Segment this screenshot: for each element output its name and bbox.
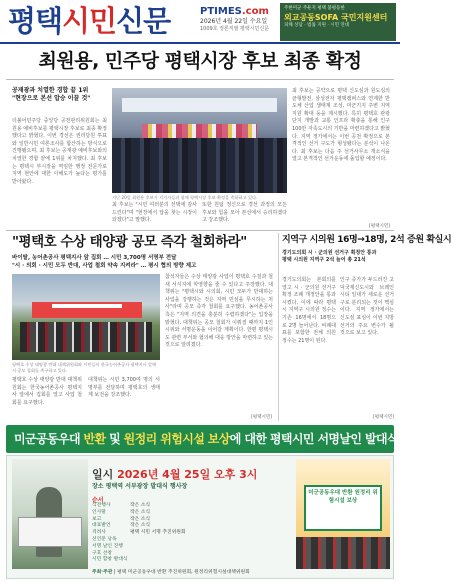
article1-subhead-2: "현장으로 본선 압승 이끌 것" bbox=[12, 95, 91, 102]
program-item: 대표발언 작은 소식 bbox=[92, 523, 151, 529]
event-ad-title: 미군공동우대 반환 및 원정리 위험시설 보상에 대한 평택시민 서명날인 발대식 bbox=[14, 432, 398, 446]
program-item: 격려사 평택 시민 서명 추진위원회 bbox=[92, 530, 186, 536]
photo-crowd bbox=[296, 537, 390, 569]
photo-backdrop bbox=[122, 98, 277, 112]
article3-byline: [평택시민] bbox=[373, 415, 394, 420]
article2-subhead-1: 바이탈, 농어촌공사 평택지사 앞 집회 … 시민 3,700명 서명부 전달 bbox=[12, 255, 177, 261]
top-advertisement[interactable] bbox=[280, 3, 396, 41]
article1-byline: [평택시민] bbox=[369, 224, 390, 229]
article1-subhead-1: 공재광과 치열한 경합 끝 1위 bbox=[12, 87, 89, 94]
event-program-title: 순서 bbox=[92, 497, 104, 504]
article1-photo-caption: 지난 20일 최원용 후보가 지지자들과 함께 평택시장 후보 확정을 축하하고 있다. bbox=[112, 195, 258, 200]
event-ad-banner[interactable] bbox=[6, 425, 398, 453]
article3-headline[interactable]: 지역구 시의원 16명→18명, 2석 증원 확실시 bbox=[282, 235, 451, 245]
program-item: 서명 날인 진행 bbox=[92, 543, 123, 549]
issue-number: 1009호 정론직필 평택시민신문 bbox=[200, 26, 270, 32]
event-date: 일시 2026년 4월 25일 오후 3시 bbox=[92, 468, 258, 481]
article2-column-2: 대책위는 시민 3,700여 명의 서명부를 전달하며 평택호의 생태계 보전을 강조했다. bbox=[88, 377, 160, 399]
top-ad-line-1: 주한미군 주둔지 평택 불평등한 bbox=[284, 6, 345, 11]
program-item: 구호 선창 bbox=[92, 550, 113, 556]
divider bbox=[6, 79, 394, 80]
photo-picket-sign bbox=[18, 517, 82, 547]
newspaper-logo[interactable] bbox=[8, 4, 198, 38]
logo-part-3: 신문 bbox=[116, 4, 171, 38]
article3-column-1: 경기도의회는 본회의를 열고 시 · 군의원 선거구 획정 조례 개정안을 통과시켰다. 이에 따라 평택시 지역구 시의원 정수는 기존 16명에서 18명으로 2명 늘어난다. 비례대표를 포함한 전체 의원 정수는 21명이 된다. bbox=[282, 277, 336, 344]
program-item: 보고 작은 소식 bbox=[92, 516, 151, 522]
article1-column-1: 더불어민주당 중앙당 공천관리위원회는 최원용 예비후보를 평택시장 후보로 최종 확정했다고 밝혔다. 이번 경선은 권리당원 투표와 일반시민 여론조사를 합산하는 방식으로 진행됐으며, 최 후보는 공재광 예비후보와의 치열한 경합 끝에 1위를 차지했다. 최 후보는 평택시 부시장을 역임한 행정 전문가로 지역 현안에 대한 이해도가 높다는 평가를 받아왔다. bbox=[12, 118, 107, 185]
top-ad-line-3: 피해 상담 · 법률 지원 · 시민 연대 bbox=[284, 23, 350, 28]
event-place: 장소 평택역 서부광장 발대식 행사장 bbox=[92, 483, 188, 490]
article2-column-1: 평택호 수상 태양광 반대 대책위원회는 한국농어촌공사 평택지사 앞에서 집회를 열고 사업 철회를 요구했다. bbox=[12, 377, 82, 406]
brand-name[interactable]: PTIMES.com bbox=[200, 6, 269, 17]
divider bbox=[6, 230, 394, 231]
article2-byline: [평택시민] bbox=[251, 415, 272, 420]
article3-subhead-1: 경기도의회 시 · 군의원 선거구 획정안 통과 bbox=[282, 250, 377, 256]
article3-subhead-2: 평택 시의원 지역구 2석 늘어 총 21석 bbox=[282, 257, 366, 264]
top-ad-line-2: 외교공동SOFA 국민지원센터 bbox=[284, 13, 388, 22]
article1-column-3: 또한 원팀 정신으로 경선 과정의 모든 후보와 힘을 모아 본선에서 승리하겠다고 강조했다. bbox=[202, 202, 287, 224]
article3-column-2: 인구 증가가 두드러진 고덕국제신도시와 브레인시티 일대가 새로운 선거구로 분리되는 것이 핵심이다. 지역 정가에서는 신도심 표심이 이번 지방선거의 주요 변수가 될 것으로 보고 있다. bbox=[340, 277, 394, 337]
article1-column-4: 최 후보는 공약으로 평택 신도심과 원도심의 균형발전, 삼성전자 평택캠퍼스와 연계한 반도체 산업 생태계 조성, 미군기지 주변 지역 지원 확대 등을 제시했다. 특히 평택호 관광단지 개발과 교통 인프라 확충을 통해 인구 100만 자족도시의 기반을 마련하겠다고 밝혔다. 지역 정가에서는 이번 공천 확정으로 본격적인 선거 구도가 형성됐다는 분석이 나온다. 최 후보는 다음 주 선거사무소 개소식을 열고 본격적인 선거운동에 돌입할 예정이다. bbox=[292, 88, 391, 163]
photo-signboard-text: 미군공동우대 반환 원정리 위험시설 보상 bbox=[308, 490, 378, 504]
issue-date: 2026년 4월 22일 수요일 bbox=[200, 18, 268, 25]
article2-column-3: 참석자들은 수상 태양광 사업이 평택호 수질과 철새 서식지에 악영향을 줄 수 있다고 주장했다. 대책위는 "평택시와 시의회, 시민 모두가 반대하는 사업을 강행하는 것은 지역 민심을 무시하는 처사"라며 공모 즉각 철회를 요구했다. 농어촌공사 측은 "지역 의견을 충분히 수렴하겠다"는 입장을 밝혔다. 대책위는 공모 철회가 이뤄질 때까지 1인 시위와 서명운동을 이어갈 계획이다. 한편 평택시도 관련 부서와 협의해 대응 방안을 마련하고 있는 것으로 알려졌다. bbox=[165, 274, 273, 349]
masthead bbox=[0, 0, 400, 44]
program-item: 선언문 낭독 bbox=[92, 536, 117, 542]
article2-subhead-2: "시 · 의회 · 시민 모두 반대, 사업 철회 약속 지켜라" … 평시 협의 방향 제고 bbox=[12, 263, 197, 269]
logo-part-1: 평택 bbox=[8, 4, 63, 38]
program-item: 인사말 작은 소식 bbox=[92, 509, 151, 515]
article1-subheads bbox=[12, 87, 107, 103]
main-headline[interactable]: 최원용, 민주당 평택시장 후보 최종 확정 bbox=[38, 50, 362, 72]
article2-headline[interactable]: "평택호 수상 태양광 공모 즉각 철회하라" bbox=[12, 234, 247, 250]
article2-subheads bbox=[12, 254, 277, 270]
article3-subheads bbox=[282, 250, 394, 265]
article2-photo-caption: 평택호 수상 태양광 반대 대책위원회와 시민들이 한국농어촌공사 평택지사 앞에서 공모 철회를 촉구하고 있다. bbox=[12, 362, 157, 373]
column-separator bbox=[278, 233, 279, 421]
article1-photo[interactable] bbox=[112, 88, 287, 193]
program-item: 식전행사 작은 소식 bbox=[92, 503, 151, 508]
photo-crowd bbox=[112, 138, 287, 193]
logo-part-2: 시민 bbox=[62, 4, 117, 38]
article2-photo[interactable] bbox=[12, 274, 160, 360]
photo-protesters bbox=[20, 322, 152, 352]
program-item: 시민 합창 발대식 bbox=[92, 557, 128, 563]
event-organizers: 주최·주관 | 평택 미군공동우대 반환 추진위원회, 원정리위험시설대책위원회 bbox=[92, 570, 250, 575]
event-ad-photo-left bbox=[12, 459, 88, 569]
event-program-list bbox=[92, 503, 232, 564]
issue-info bbox=[200, 6, 280, 33]
event-ad-photo-right bbox=[296, 459, 390, 569]
photo-banner-text bbox=[52, 304, 122, 308]
article1-column-2: 최 후보는 "시민 여러분의 선택에 감사드린다"며 "현장에서 답을 찾는 시장이 되겠다"고 말했다. bbox=[112, 202, 197, 224]
